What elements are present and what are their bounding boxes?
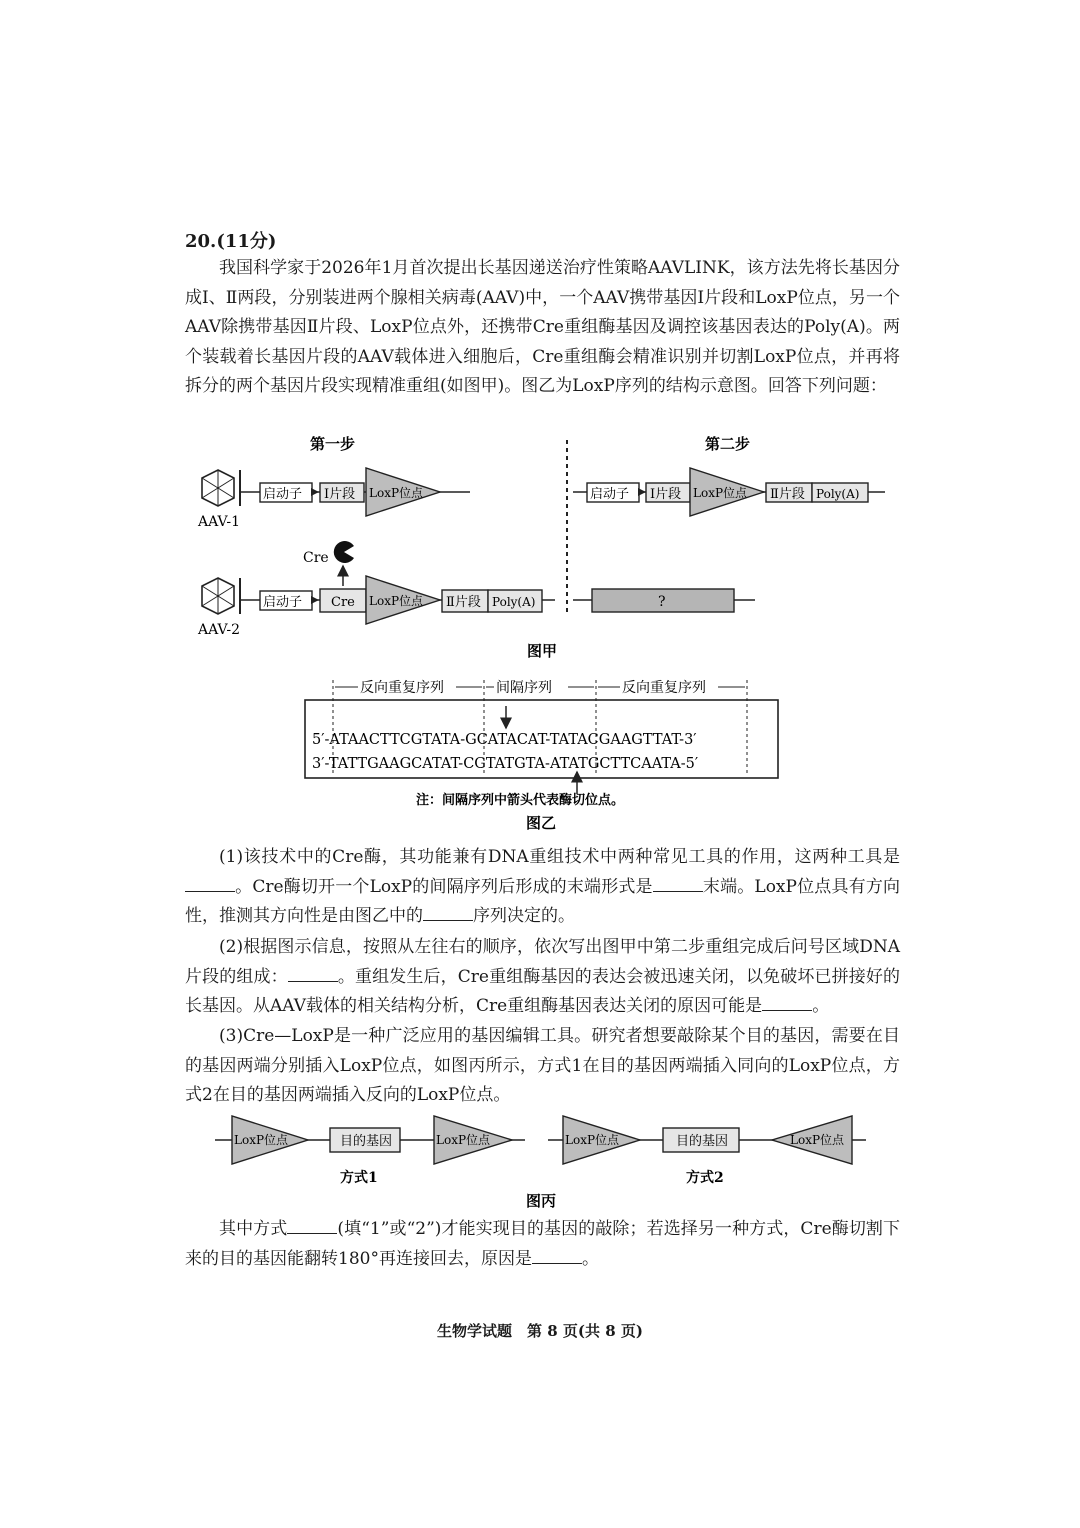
loxp-label: LoxP位点: [369, 594, 424, 608]
promoter-label: 启动子: [263, 487, 303, 502]
loxp-label: LoxP位点: [693, 486, 748, 500]
loxp-label: LoxP位点: [234, 1133, 289, 1147]
loxp-label: LoxP位点: [790, 1133, 845, 1147]
question-score: (11分): [216, 231, 277, 252]
question-number: 20.: [185, 231, 217, 252]
cre-enzyme-label: Cre: [303, 550, 329, 566]
intro-paragraph: 我国科学家于2026年1月首次提出长基因递送治疗性策略AAVLINK，该方法先将长基因分成Ⅰ、Ⅱ两段，分别装进两个腺相关病毒(AAV)中，一个AAV携带基因Ⅰ片段和LoxP位点，另一个AAV除携带基因Ⅱ片段、LoxP位点外，还携带Cre重组酶基因及调控该基因表达的Poly(A)。两个装载着长基因片段的AAV载体进入细胞后，Cre重组酶会精准识别并切割LoxP位点，并再将拆分的两个基因片段实现精准重组(如图甲)。图乙为LoxP序列的结构示意图。回答下列问题：: [185, 258, 900, 397]
virus-icon: [202, 470, 234, 506]
polya-label: Poly(A): [492, 595, 536, 609]
loxp-label: LoxP位点: [565, 1133, 620, 1147]
step2-label: 第二步: [705, 435, 751, 453]
mode1-label: 方式1: [340, 1170, 378, 1186]
promoter-label: 启动子: [590, 487, 630, 502]
left-repeat-label: 反向重复序列: [360, 680, 444, 696]
figure-yi: [300, 675, 785, 835]
loxp-label: LoxP位点: [436, 1133, 491, 1147]
promoter-label: 启动子: [263, 595, 303, 610]
step1-label: 第一步: [310, 435, 356, 453]
question-mark: ?: [658, 594, 666, 610]
virus-icon: [202, 578, 234, 614]
cre-gene-label: Cre: [331, 595, 355, 610]
q2-paragraph: (2)根据图示信息，按照从左往右的顺序，依次写出图甲中第二步重组完成后问号区域DNA片段的组成： 。重组发生后，Cre重组酶基因的表达会被迅速关闭，以免破坏已拼接好的长基因。从AAV载体的相关结构分析，Cre重组酶基因表达关闭的原因可能是 。: [185, 937, 900, 1017]
figure-yi-note: 注：间隔序列中箭头代表酶切位点。: [416, 793, 625, 808]
bottom-strand: 3′-TATTGAAGCATAT-CGTATGTA-ATATGCTTCAATA-5′: [312, 756, 699, 772]
seg2-label: Ⅱ片段: [770, 487, 805, 502]
mode2-label: 方式2: [686, 1170, 724, 1186]
answer-blank[interactable]: [185, 874, 235, 892]
aav2-label: AAV-2: [198, 622, 240, 638]
polya-label: Poly(A): [816, 487, 860, 501]
answer-blank[interactable]: [762, 993, 812, 1011]
spacer-label: 间隔序列: [496, 680, 552, 696]
target-gene-label: 目的基因: [340, 1134, 393, 1149]
question-header: [185, 227, 276, 253]
figure-yi-caption: 图乙: [526, 814, 557, 832]
cre-enzyme-icon: [334, 541, 354, 563]
loxp-label: LoxP位点: [369, 486, 424, 500]
figure-bing-caption: 图丙: [526, 1192, 557, 1210]
answer-blank[interactable]: [653, 874, 703, 892]
aav1-label: AAV-1: [198, 514, 240, 530]
figure-bing: [210, 1110, 880, 1215]
q3-paragraph: (3)Cre—LoxP是一种广泛应用的基因编辑工具。研究者想要敲除某个目的基因，需要在目的基因两端分别插入LoxP位点，如图丙所示，方式1在目的基因两端插入同向的LoxP位点，方式2在目的基因两端插入反向的LoxP位点。: [185, 1026, 900, 1106]
seg1-label: Ⅰ片段: [650, 487, 682, 502]
q1-paragraph: (1)该技术中的Cre酶，其功能兼有DNA重组技术中两种常见工具的作用，这两种工具是。Cre酶切开一个LoxP的间隔序列后形成的末端形式是 末端。LoxP位点具有方向性，推测其方向性是由图乙中的 序列决定的。: [185, 847, 900, 927]
seg1-label: Ⅰ片段: [324, 487, 356, 502]
answer-blank[interactable]: [532, 1246, 582, 1264]
figure-jia: [185, 428, 900, 668]
target-gene-label: 目的基因: [676, 1134, 729, 1149]
answer-blank[interactable]: [423, 903, 473, 921]
seg2-label: Ⅱ片段: [446, 595, 481, 610]
figure-jia-caption: 图甲: [527, 642, 558, 660]
answer-blank[interactable]: [288, 964, 338, 982]
page-footer: 生物学试题 第 8 页(共 8 页): [437, 1322, 643, 1340]
q3-tail-paragraph: 其中方式 (填“1”或“2”)才能实现目的基因的敲除；若选择另一种方式，Cre酶切割下来的目的基因能翻转180°再连接回去，原因是 。: [185, 1215, 900, 1274]
top-strand: 5′-ATAACTTCGTATA-GCATACAT-TATACGAAGTTAT-3′: [312, 732, 697, 748]
answer-blank[interactable]: [287, 1216, 337, 1234]
right-repeat-label: 反向重复序列: [622, 680, 706, 696]
